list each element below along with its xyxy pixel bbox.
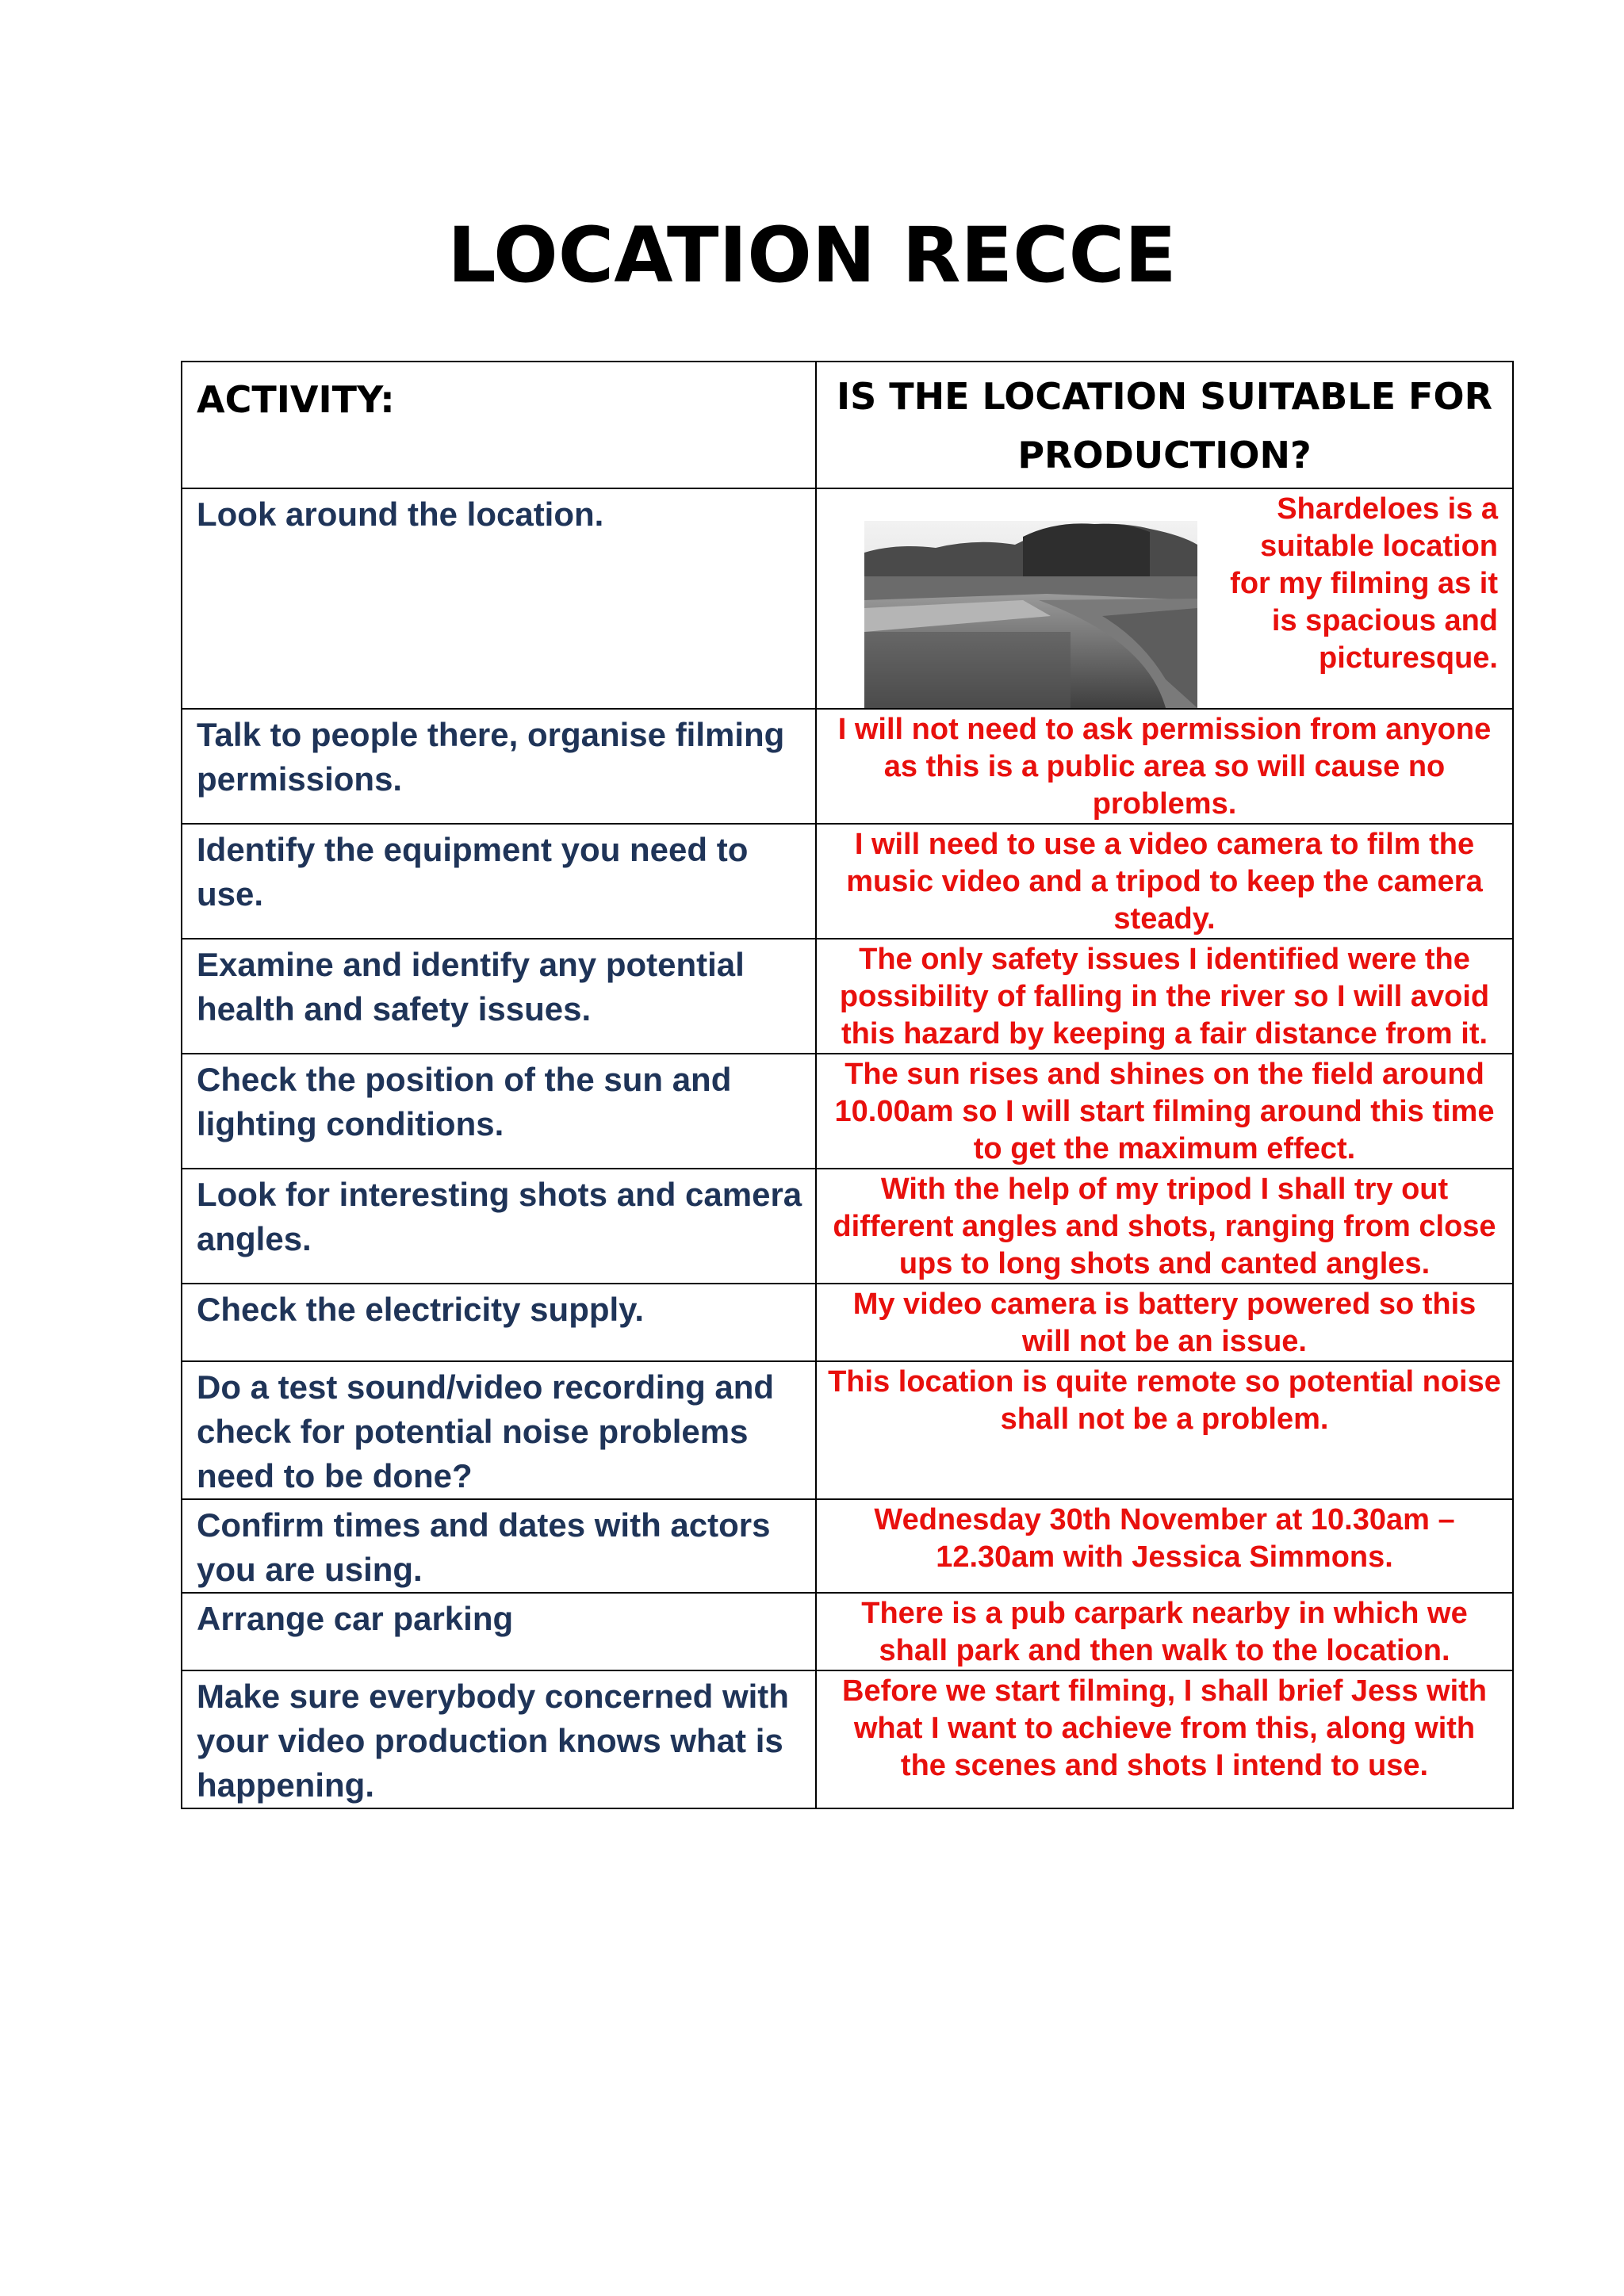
table-row (182, 1670, 1513, 1808)
response-text: Shardeloes is a suitable location for my filming as it is spacious and picturesque. (1230, 492, 1498, 675)
response-cell: The sun rises and shines on the field around 10.00am so I will start filming around this time to get the maximum effect. (816, 1054, 1513, 1169)
table-row (182, 1361, 1513, 1499)
activity-cell: Look for interesting shots and camera angles. (182, 1169, 816, 1284)
response-cell: There is a pub carpark nearby in which we shall park and then walk to the location. (816, 1593, 1513, 1670)
location-photo (864, 521, 1197, 708)
response-cell: Wednesday 30th November at 10.30am – 12.30am with Jessica Simmons. (816, 1499, 1513, 1593)
activity-cell: Check the position of the sun and lighting conditions. (182, 1054, 816, 1169)
response-cell: With the help of my tripod I shall try out different angles and shots, ranging from close ups to long shots and canted angles. (816, 1169, 1513, 1284)
response-cell: The only safety issues I identified were the possibility of falling in the river so I will avoid this hazard by keeping a fair distance from it. (816, 939, 1513, 1054)
activity-cell: Identify the equipment you need to use. (182, 824, 816, 939)
table-row (182, 709, 1513, 824)
response-cell: I will not need to ask permission from anyone as this is a public area so will cause no problems. (816, 709, 1513, 824)
response-cell: I will need to use a video camera to film the music video and a tripod to keep the camera steady. (816, 824, 1513, 939)
activity-cell: Examine and identify any potential health and safety issues. (182, 939, 816, 1054)
header-response: IS THE LOCATION SUITABLE FOR PRODUCTION? (816, 362, 1513, 488)
table-row (182, 824, 1513, 939)
activity-cell: Look around the location. (182, 488, 816, 709)
header-activity: ACTIVITY: (182, 362, 816, 488)
table-row (182, 1593, 1513, 1670)
activity-cell: Make sure everybody concerned with your video production knows what is happening. (182, 1670, 816, 1808)
response-cell: This location is quite remote so potential noise shall not be a problem. (816, 1361, 1513, 1499)
page-title: LOCATION RECCE (447, 211, 1177, 300)
recce-table (181, 361, 1514, 1809)
response-cell: My video camera is battery powered so this will not be an issue. (816, 1284, 1513, 1361)
table-row (182, 1054, 1513, 1169)
activity-cell: Do a test sound/video recording and check for potential noise problems need to be done? (182, 1361, 816, 1499)
table-header-row (182, 362, 1513, 488)
response-cell: Before we start filming, I shall brief Jess with what I want to achieve from this, along with the scenes and shots I intend to use. (816, 1670, 1513, 1808)
activity-cell: Confirm times and dates with actors you are using. (182, 1499, 816, 1593)
activity-cell: Talk to people there, organise filming permissions. (182, 709, 816, 824)
table-row (182, 1499, 1513, 1593)
table-row (182, 939, 1513, 1054)
response-cell (816, 488, 1513, 709)
table-row (182, 488, 1513, 709)
activity-cell: Check the electricity supply. (182, 1284, 816, 1361)
river-landscape-image (864, 521, 1197, 708)
table-row (182, 1284, 1513, 1361)
activity-cell: Arrange car parking (182, 1593, 816, 1670)
table-row (182, 1169, 1513, 1284)
